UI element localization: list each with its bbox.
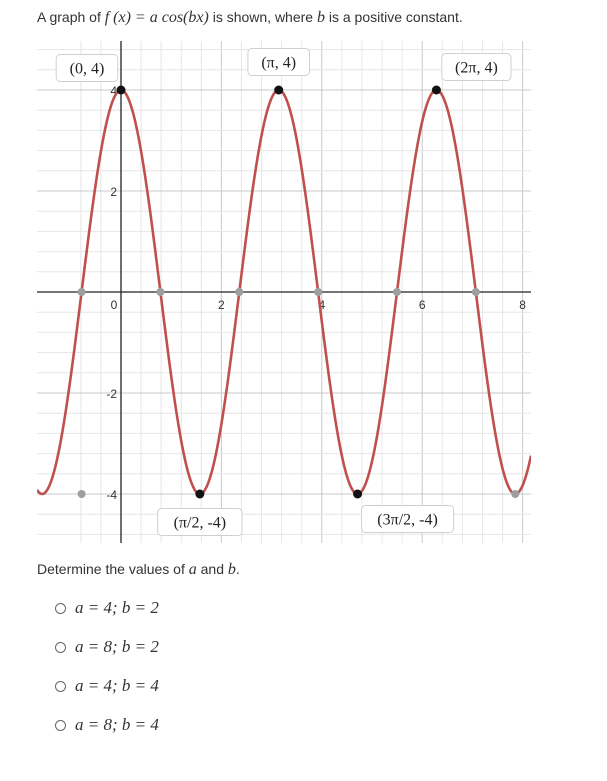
- marked-point: [117, 86, 126, 95]
- prompt-text-middle: is shown, where: [208, 9, 317, 25]
- answer-choice-1[interactable]: [55, 597, 159, 619]
- answer-choice-2[interactable]: [55, 636, 159, 658]
- choice-label: a = 8; b = 4: [75, 715, 159, 734]
- answer-choice-4[interactable]: [55, 714, 159, 736]
- prompt-text-end: is a positive constant.: [324, 9, 463, 25]
- point-label: (3π/2, -4): [377, 511, 438, 529]
- y-tick-label: -4: [106, 488, 117, 502]
- x-tick-label: 2: [218, 298, 225, 312]
- y-tick-label: 2: [110, 185, 117, 199]
- zero-crossing-point: [393, 288, 401, 296]
- x-tick-label: 8: [519, 298, 526, 312]
- zero-crossing-point: [156, 288, 164, 296]
- marked-point: [195, 490, 204, 499]
- radio-button[interactable]: [55, 720, 66, 731]
- zero-crossing-point: [472, 288, 480, 296]
- question-var-b: b: [227, 561, 236, 578]
- zero-crossing-point: [235, 288, 243, 296]
- question-middle: and: [196, 561, 228, 577]
- prompt-text-start: A graph of: [37, 9, 105, 25]
- marked-point: [274, 86, 283, 95]
- zero-crossing-point: [78, 288, 86, 296]
- y-tick-label: 4: [110, 84, 117, 98]
- choice-label: a = 4; b = 2: [75, 598, 159, 617]
- choice-label: a = 4; b = 4: [75, 676, 159, 695]
- function-expression: f (x) = a cos(bx): [104, 9, 209, 26]
- point-label: (0, 4): [69, 60, 105, 78]
- radio-button[interactable]: [55, 681, 66, 692]
- constant-b: b: [316, 9, 325, 26]
- zero-crossing-point: [314, 288, 322, 296]
- marked-point: [432, 86, 441, 95]
- x-tick-label: 6: [418, 298, 426, 312]
- answer-choice-3[interactable]: [55, 675, 159, 697]
- question-text: [37, 561, 240, 579]
- radio-button[interactable]: [55, 642, 66, 653]
- edge-point: [511, 490, 519, 498]
- radio-button[interactable]: [55, 603, 66, 614]
- edge-point: [78, 490, 86, 498]
- question-var-a: a: [188, 561, 197, 578]
- point-label: (π, 4): [261, 54, 297, 72]
- point-label: (2π, 4): [455, 59, 498, 77]
- question-end: .: [235, 561, 240, 577]
- x-tick-label: 4: [318, 298, 326, 312]
- choice-label: a = 8; b = 2: [75, 637, 159, 656]
- marked-point: [353, 490, 362, 499]
- x-tick-label: 0: [110, 298, 118, 312]
- y-tick-label: -2: [106, 387, 117, 401]
- point-label: (π/2, -4): [173, 514, 227, 532]
- question-start: Determine the values of: [37, 561, 189, 577]
